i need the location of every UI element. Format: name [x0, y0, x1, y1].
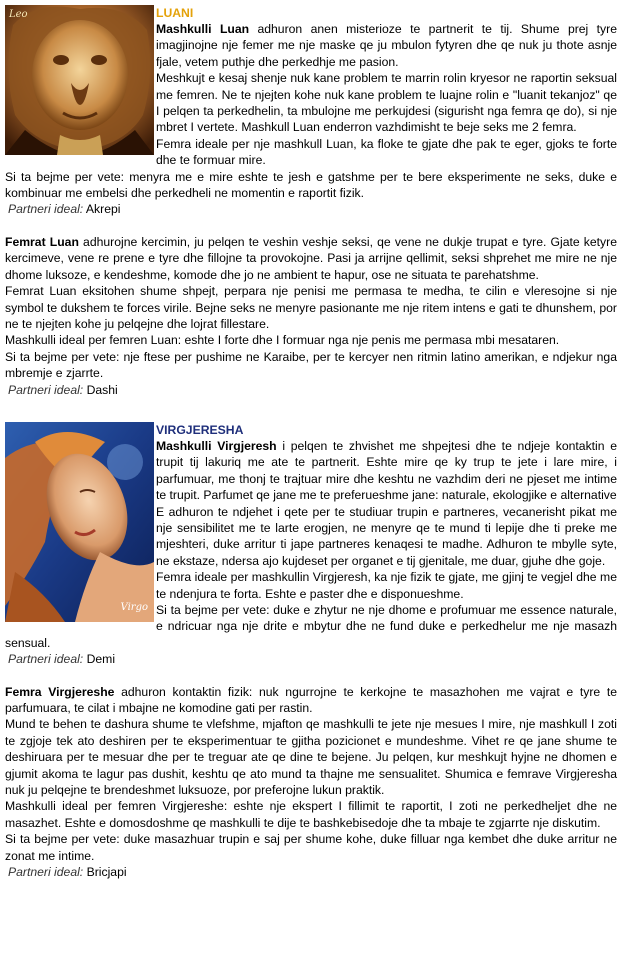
virgo-female-p3: Mashkulli ideal per femren Virgjereshe: eshte nje ekspert I fillimit te raportit, I zoti ne perkedheljet dhe ne masazhet. Eshte e domosdoshme qe mashkulli te dije te bashkebisedoje dhe ta mbaje te zgjarrte nje diskutim. [5, 799, 617, 830]
leo-female-lead: Femrat Luan [5, 234, 79, 249]
virgo-image-caption: Virgo [120, 601, 148, 613]
leo-image-caption: Leo [9, 9, 28, 20]
leo-male-p4: Si ta bejme per vete: menyra me e mire eshte te jesh e gatshme per te bere eksperimente ne seks, duke e kombinuar me embelsi dhe perkedheli ne momentin e raportit fizik. [5, 169, 617, 201]
article-page [5, 5, 617, 881]
lion-illustration [5, 5, 154, 155]
virgo-image [5, 422, 154, 622]
leo-male-p1: Mashkulli Luan adhuron anen misterioze te partnerit te tij. Shume prej tyre imagjinojne nje femer me nje maske qe ju mbulon fytyren dhe qe nuk ju thote asnje fjale, vetem puthje dhe perkedhje me pasion. [156, 22, 617, 69]
leo-female-partner: Partneri ideal: Dashi [8, 382, 118, 397]
leo-male-lead: Mashkulli Luan [156, 22, 250, 36]
leo-section [5, 5, 617, 398]
virgo-male-p4: Si ta bejme per vete: duke e zhytur ne nje dhome e profumuar me essence naturale, e ndricuar nga nje drite e mbytur dhe ne fund duke e perkedhelur me nje masazh sensual. [5, 603, 617, 650]
virgo-female-partner: Partneri ideal: Bricjapi [8, 865, 127, 880]
leo-male-p3: Femra ideale per nje mashkull Luan, ka floke te gjate dhe pak te eger, gjoks te forte dhe te formuar mire. [156, 136, 617, 168]
virgo-female-lead: Femra Virgjereshe [5, 684, 115, 699]
virgo-male-p2: E adhuron te ndjehet i qete per te studiuar trupin e partneres, vecanerisht pikat me nje sensibilitet me te larte erogjen, ne menyre qe te mund ti lepije dhe ti preke me mjeshteri, duke arritur ti jape partneres kenaqesi te madhe. Adhuron te mbylle syte, ne ekstaze, ndersa ajo kujdeset per organet e tij gjenitale, me duar, gjuhe dhe goje. [156, 504, 617, 568]
leo-male-p2: Meshkujt e kesaj shenje nuk kane problem te marrin rolin kryesor ne raportin seksual me femren. Ne te njejten kohe nuk kane problem te luajne rolin e "luanit tekanjoz" qe I pelqen ta perkedhelin, ta mbulojne me perkujdesi (sigurisht nga femra qe do), si nje mbret I vertete. Mashkull Luan enderron vazhdimisht te beje seks me 2 femra. [156, 71, 617, 135]
virgo-female-p4: Si ta bejme per vete: duke masazhuar trupin e saj per shume kohe, duke filluar nga kembet dhe duke arritur ne zonat me intime. [5, 832, 617, 863]
virgo-heading: VIRGJERESHA [156, 422, 244, 437]
virgo-male-partner: Partneri ideal: Demi [8, 652, 116, 667]
virgo-female-p1: Femra Virgjereshe adhuron kontaktin fizik: nuk ngurrojne te kerkojne te masazhohen me vajrat e tyre te parfumuara, te cilat i mbajne ne komodine gati per rastin. [5, 684, 617, 716]
leo-heading: LUANI [156, 6, 194, 20]
virgo-section [5, 422, 617, 881]
leo-female-p2: Femrat Luan eksitohen shume shpejt, perpara nje penisi me permasa te medha, te cilin e vleresojne si nje symbol te dukshem te forces virile. Bejne seks ne menyre pasionante me nje ritem intens e gati te dhunshem, por ne te njejten kohe ju pelqejne dhe lojrat fillestare. [5, 284, 617, 331]
virgo-male-p3: Femra ideale per mashkullin Virgjeresh, ka nje fizik te gjate, me gjinj te vegjel dhe me te ndenjura te forta. Eshte e paster dhe e disponueshme. [156, 570, 617, 601]
virgo-illustration [5, 422, 154, 622]
virgo-male-lead: Mashkulli Virgjeresh [156, 438, 277, 453]
leo-female-p1: Femrat Luan adhurojne kercimin, ju pelqen te veshin veshje seksi, qe vene ne dukje trupat e tyre. Gjate ketyre kercimeve, vene re prene e tyre dhe fillojne ta provokojne. Pasi ja arrijne qellimit, seksi shprehet me mire ne nje dhome luksoze, e kendeshme, komode dhe jo ne ambient te hapur, ose ne situata te parehatshme. [5, 234, 617, 282]
virgo-male-p1: Mashkulli Virgjeresh i pelqen te zhvishet me shpejtesi dhe te ndjeje kontaktin e trupit tij lakuriq me ate te partnerit. Eshte mire qe ky trup te jete i lare mire, i parfumuar, me thonj te trajtuar mire dhe keshtu ne vazhdim deri ne pjeset me intime te trupit. Parfumet qe jane me te preferueshme jane: naturale, ekologjike e alternative [156, 438, 618, 503]
leo-female-p3: Mashkulli ideal per femren Luan: eshte I forte dhe I formuar nga nje penis me permasa mbi mesataren. [5, 333, 560, 348]
virgo-female-p2: Mund te behen te dashura shume te vlefshme, mjafton qe mashkulli te jete nje mesues I mire, nje mashkull I zoti te zgjoje tek ato deshiren per te eksperimentuar te gjitha pozicionet e mundeshme. Vihet re qe jane shume te deshiruara per te mesuar dhe per te treguar ate qe dine te bejene. Ju pelqen, kur meshkujt hyjne ne dhomen e gjumit akoma te lagur pas dushit, keshtu qe ato mund ta thajne me sensualitet. Shumica e femrave Virgjeresha nuk ju pelqejne te brendeshmet luksuoze, por preferojne lukun praktik. [5, 717, 617, 798]
leo-male-partner: Partneri ideal: Akrepi [8, 202, 121, 217]
leo-female-p4: Si ta bejme per vete: nje ftese per pushime ne Karaibe, per te kercyer nen ritmin latino amerikan, e ndjekur nga mbremje e zjarrte. [5, 349, 617, 381]
leo-image [5, 5, 154, 155]
